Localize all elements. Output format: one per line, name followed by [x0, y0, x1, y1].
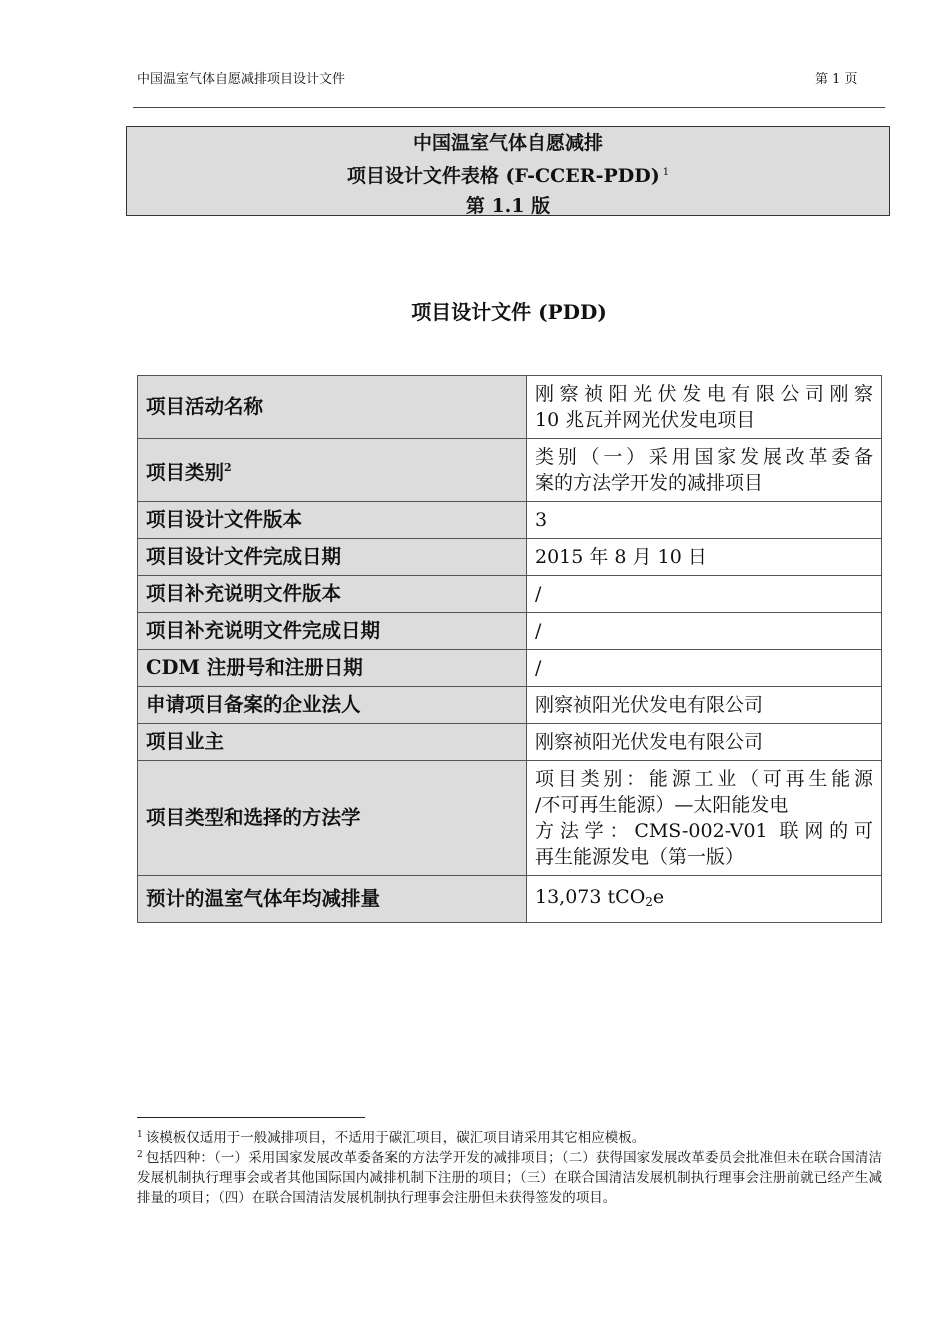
table-row: [138, 502, 882, 539]
project-info-table: [137, 375, 882, 923]
row-value-line: 刚察祯阳光伏发电有限公司刚察: [535, 383, 873, 405]
row-value-line: 10 兆瓦并网光伏发电项目: [535, 409, 756, 431]
footnote-1-ref: 1: [137, 1130, 143, 1140]
form-title-box: [126, 126, 890, 216]
footnote-1-text: 该模板仅适用于一般减排项目，不适用于碳汇项目，碳汇项目请采用其它相应模板。: [145, 1130, 646, 1146]
footnote-2-text: 包括四种：（一）采用国家发展改革委备案的方法学开发的减排项目；（二）获得国家发展改革委员会批准但未在联合国清洁发展机制执行理事会或者其他国际国内减排机制下注册的项目；（三）在联合国清洁发展机制执行理事会注册前就已经产生减排量的项目；（四）在联合国清洁发展机制执行理事会注册但未获得签发的项目。: [137, 1150, 882, 1206]
row-value-line: 类别（一）采用国家发展改革委备: [535, 446, 873, 468]
row-label: 项目补充说明文件版本: [138, 576, 527, 613]
footnote-2-ref: 2: [137, 1150, 143, 1160]
row-value-line: 再生能源发电（第一版）: [535, 846, 745, 868]
row-label: 项目活动名称: [138, 376, 527, 439]
form-version: 第 1.1 版: [465, 195, 551, 217]
footnote-ref-2: 2: [224, 460, 232, 474]
table-row: [138, 576, 882, 613]
header-page-number: 第 1 页: [815, 72, 858, 87]
row-value: /: [527, 576, 882, 613]
row-label: 项目类型和选择的方法学: [138, 761, 527, 876]
emission-value: 13,073 tCO: [535, 885, 646, 908]
table-row: [138, 761, 882, 876]
row-label: 项目设计文件完成日期: [138, 539, 527, 576]
row-value-line: 项目类别：能源工业（可再生能源: [535, 768, 873, 790]
footnote-ref-1: 1: [662, 167, 670, 178]
table-row: [138, 539, 882, 576]
emission-suffix: e: [652, 885, 665, 908]
table-row: [138, 376, 882, 439]
row-value: 3: [527, 502, 882, 539]
row-value: [527, 439, 882, 502]
row-value: 刚察祯阳光伏发电有限公司: [527, 687, 882, 724]
row-value-line: 方法学：CMS-002-V01 联网的可: [535, 820, 873, 842]
row-value-line: 案的方法学开发的减排项目: [535, 472, 764, 494]
row-label: [138, 439, 527, 502]
row-label: 预计的温室气体年均减排量: [138, 876, 527, 923]
table-row: [138, 439, 882, 502]
form-title-line2-text: 项目设计文件表格 (F-CCER-PDD): [346, 165, 660, 187]
row-value: 2015 年 8 月 10 日: [527, 539, 882, 576]
row-value: [527, 761, 882, 876]
row-label: CDM 注册号和注册日期: [138, 650, 527, 687]
table-row: [138, 650, 882, 687]
footnote-2: [137, 1145, 882, 1208]
emission-subscript: 2: [645, 894, 653, 909]
form-title-line2: [127, 158, 889, 191]
form-title-line1: 中国温室气体自愿减排: [412, 132, 603, 154]
row-value: [527, 376, 882, 439]
row-label: 项目业主: [138, 724, 527, 761]
footnote-divider: [137, 1117, 365, 1118]
header-divider: [133, 107, 885, 108]
row-value-line: /不可再生能源）—太阳能发电: [535, 794, 789, 816]
table-row: [138, 687, 882, 724]
row-label: 项目补充说明文件完成日期: [138, 613, 527, 650]
row-value: /: [527, 650, 882, 687]
row-label: 项目设计文件版本: [138, 502, 527, 539]
table-row: [138, 613, 882, 650]
header-doc-name: 中国温室气体自愿减排项目设计文件: [137, 72, 346, 87]
row-value: /: [527, 613, 882, 650]
table-row: [138, 724, 882, 761]
document-title: 项目设计文件 (PDD): [411, 300, 607, 324]
row-label: 申请项目备案的企业法人: [138, 687, 527, 724]
row-value: 刚察祯阳光伏发电有限公司: [527, 724, 882, 761]
row-value: [527, 876, 882, 923]
table-row: [138, 876, 882, 923]
row-label-text: 项目类别: [146, 460, 225, 484]
